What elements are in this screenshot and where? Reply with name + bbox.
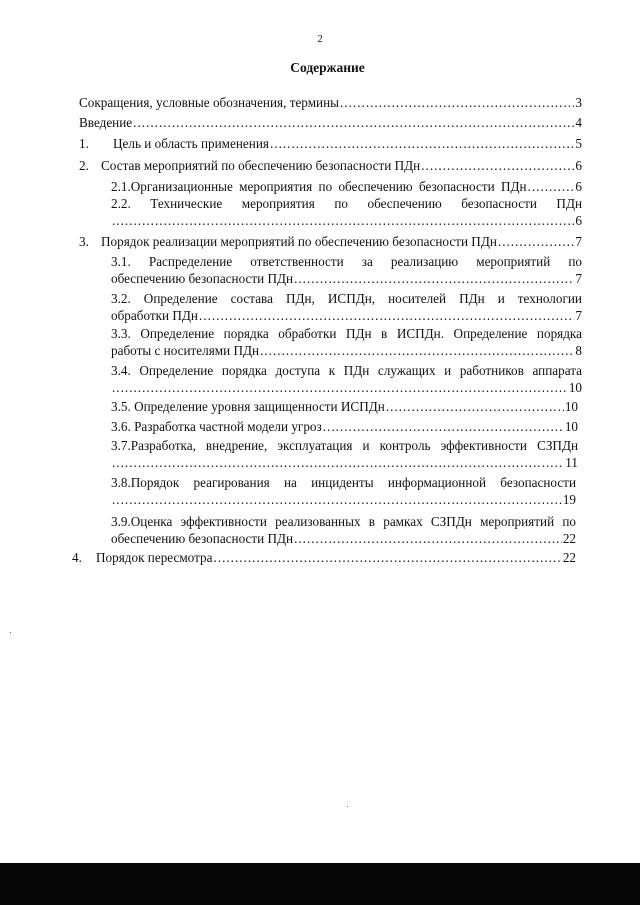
toc-section-number: 3. <box>79 234 89 249</box>
toc-entry-text: 3.7.Разработка, внедрение, эксплуатация и контроль эффективности СЗПДн <box>111 438 578 453</box>
toc-entry-section-2-1[interactable] <box>111 178 582 195</box>
leader-dots <box>112 379 568 396</box>
toc-section-number: 2. <box>79 158 89 173</box>
toc-page-number: 5 <box>575 136 582 151</box>
toc-entry-text-line1: 3.2. Определение состава ПДн, ИСПДн, носителей ПДн и технологии <box>111 291 582 306</box>
leader-dots <box>294 270 574 287</box>
page-number: 2 <box>317 33 323 45</box>
toc-entry-text: 3.8.Порядок реагирования на инциденты информационной безопасности <box>111 475 576 490</box>
scan-speck <box>10 632 11 633</box>
leader-dots <box>270 135 574 152</box>
toc-section-number: 4. <box>72 550 82 565</box>
toc-entry-text-line2: обеспечению безопасности ПДн <box>111 271 294 286</box>
toc-entry-text: Порядок пересмотра <box>96 550 213 565</box>
leader-dots <box>340 94 574 111</box>
toc-page-number: 7 <box>575 308 582 323</box>
toc-entry-text-line1: 3.9.Оценка эффективности реализованных в рамках СЗПДн мероприятий по <box>111 514 576 529</box>
toc-entry-text-line1: 3.1. Распределение ответственности за реализацию мероприятий по <box>111 254 582 269</box>
toc-entry-text: Сокращения, условные обозначения, термины <box>79 95 340 110</box>
toc-entry-section-2[interactable] <box>79 157 582 174</box>
toc-page-number: 7 <box>575 234 582 249</box>
toc-page-number: 6 <box>575 158 582 173</box>
leader-dots <box>498 233 575 250</box>
toc-page-number: 19 <box>562 492 576 507</box>
toc-page-number: 8 <box>575 343 582 358</box>
toc-entry-section-3-1[interactable] <box>111 253 582 287</box>
toc-entry-section-4[interactable] <box>72 549 576 566</box>
toc-entry-text: 3.4. Определение порядка доступа к ПДн служащих и работников аппарата <box>111 363 582 378</box>
toc-entry-text: Порядок реализации мероприятий по обеспечению безопасности ПДн <box>101 234 497 249</box>
toc-entry-abbreviations[interactable] <box>79 94 582 111</box>
toc-page-number: 22 <box>562 531 576 546</box>
toc-entry-introduction[interactable] <box>79 114 582 131</box>
toc-entry-text: Цель и область применения <box>113 136 269 151</box>
leader-dots <box>112 491 562 508</box>
leader-dots <box>323 418 564 435</box>
scan-speck <box>347 806 348 807</box>
toc-entry-section-2-2[interactable] <box>111 195 582 229</box>
toc-entry-text: Введение <box>79 115 133 130</box>
scan-edge-bar <box>0 863 640 905</box>
toc-entry-text: 3.6. Разработка частной модели угроз <box>111 419 322 434</box>
toc-entry-text-line2: обработки ПДн <box>111 308 198 323</box>
leader-dots <box>213 549 561 566</box>
toc-entry-section-1[interactable] <box>79 135 582 152</box>
toc-page-number: 11 <box>565 455 578 470</box>
toc-entry-text-line2: обеспечению безопасности ПДн <box>111 531 294 546</box>
toc-title: Содержание <box>290 60 365 75</box>
leader-dots <box>260 342 574 359</box>
toc-page-number: 6 <box>575 213 582 228</box>
leader-dots <box>133 114 574 131</box>
toc-page-number: 10 <box>568 380 582 395</box>
toc-entry-text: 2.2. Технические мероприятия по обеспечению безопасности ПДн <box>111 196 582 211</box>
leader-dots <box>421 157 574 174</box>
leader-dots <box>528 178 575 195</box>
leader-dots <box>386 398 564 415</box>
toc-page-number: 4 <box>575 115 582 130</box>
toc-entry-text-line1: 3.3. Определение порядка обработки ПДн в ИСПДн. Определение порядка <box>111 326 582 341</box>
toc-entry-text: 3.5. Определение уровня защищенности ИСПДн <box>111 399 385 414</box>
leader-dots <box>112 454 564 471</box>
toc-entry-section-3[interactable] <box>79 233 582 250</box>
toc-entry-section-3-8[interactable] <box>111 474 576 508</box>
toc-entry-section-3-7[interactable] <box>111 437 578 471</box>
toc-entry-section-3-5[interactable] <box>111 398 578 415</box>
toc-entry-section-3-2[interactable] <box>111 290 582 324</box>
toc-page-number: 7 <box>575 271 582 286</box>
toc-page-number: 10 <box>564 399 578 414</box>
toc-entry-text-line2: работы с носителями ПДн <box>111 343 260 358</box>
toc-page-number: 10 <box>564 419 578 434</box>
leader-dots <box>294 530 562 547</box>
toc-entry-text: Состав мероприятий по обеспечению безопасности ПДн <box>101 158 421 173</box>
leader-dots <box>112 212 574 229</box>
toc-page-number: 22 <box>562 550 576 565</box>
leader-dots <box>199 307 574 324</box>
toc-section-number: 1. <box>79 136 89 151</box>
toc-entry-text: 2.1.Организационные мероприятия по обеспечению безопасности ПДн <box>111 179 527 194</box>
toc-entry-section-3-3[interactable] <box>111 325 582 359</box>
toc-entry-section-3-9[interactable] <box>111 513 576 547</box>
toc-page-number: 6 <box>575 179 582 194</box>
toc-page-number: 3 <box>575 95 582 110</box>
toc-entry-section-3-4[interactable] <box>111 362 582 396</box>
toc-entry-section-3-6[interactable] <box>111 418 578 435</box>
